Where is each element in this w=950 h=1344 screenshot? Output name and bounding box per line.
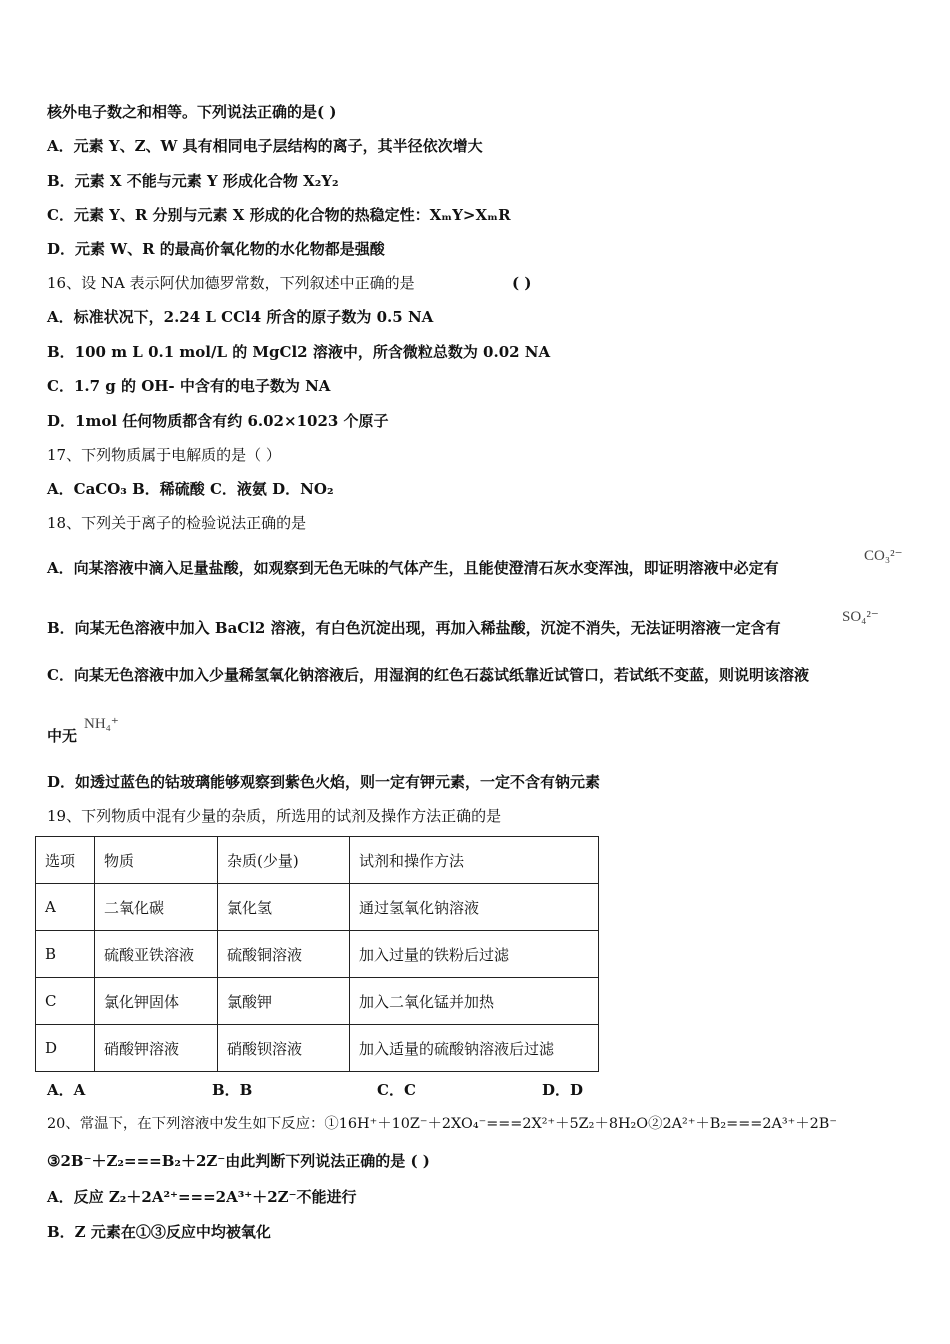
q18-option-b: B．向某无色溶液中加入 BaCl2 溶液，有白色沉淀出现，再加入稀盐酸，沉淀不消失，无法证明溶液一定含有: [47, 619, 781, 637]
q15-option-d: D．元素 W、R 的最高价氧化物的水化物都是强酸: [47, 240, 385, 258]
q15-option-b: [47, 171, 339, 191]
q18-c-ion: NH₄⁺: [84, 716, 119, 732]
table-cell: 加入过量的铁粉后过滤: [350, 931, 599, 978]
header-cell: 试剂和操作方法: [350, 837, 599, 884]
q15-option-a: A．元素 Y、Z、W 具有相同电子层结构的离子，其半径依次增大: [47, 137, 483, 155]
q18-a-ion: CO₃²⁻: [864, 548, 903, 564]
header-cell: 选项: [36, 837, 95, 884]
table-cell: 氯化钾固体: [95, 978, 218, 1025]
table-cell: 加入适量的硫酸钠溶液后过滤: [350, 1025, 599, 1072]
table-cell: D: [36, 1025, 95, 1072]
q18-option-c-line1: C．向某无色溶液中加入少量稀氢氧化钠溶液后，用湿润的红色石蕊试纸靠近试管口，若试纸不变蓝，则说明该溶液: [47, 666, 809, 684]
q19-answer-a: A．A: [47, 1081, 86, 1099]
q19-answer-b: B．B: [212, 1081, 253, 1099]
q19-table: [35, 836, 599, 1072]
q18-option-c-line2: 中无: [47, 727, 78, 745]
q20-stem-line1: 20、常温下，在下列溶液中发生如下反应：①16H⁺＋10Z⁻＋2XO₄⁻===2X²⁺＋5Z₂＋8H₂O②2A²⁺＋B₂===2A³⁺＋2B⁻: [47, 1116, 837, 1132]
q18-stem: 18、下列关于离子的检验说法正确的是: [47, 514, 307, 532]
q16-stem-text: 16、设 NA 表示阿伏加德罗常数，下列叙述中正确的是: [47, 274, 415, 292]
q18-b-ion: SO₄²⁻: [842, 609, 879, 625]
table-row: [36, 884, 599, 931]
q18-option-a: A．向某溶液中滴入足量盐酸，如观察到无色无味的气体产生，且能使澄清石灰水变浑浊，即证明溶液中必定有: [47, 559, 779, 577]
q18-option-d: D．如透过蓝色的钴玻璃能够观察到紫色火焰，则一定有钾元素，一定不含有钠元素: [47, 773, 601, 791]
q16-option-a: A．标准状况下，2.24 L CCl4 所含的原子数为 0.5 NA: [47, 308, 434, 326]
q15-option-b-formula: X₂Y₂: [303, 172, 339, 190]
q15-option-c: [47, 205, 511, 225]
header-cell: 物质: [95, 837, 218, 884]
table-cell: A: [36, 884, 95, 931]
table-cell: C: [36, 978, 95, 1025]
header-cell: 杂质(少量): [218, 837, 350, 884]
q16-paren: ( ): [512, 274, 532, 292]
q15-option-c-formula: XₘY>XₘR: [429, 206, 511, 224]
table-cell: 硝酸钾溶液: [95, 1025, 218, 1072]
q19-stem: 19、下列物质中混有少量的杂质，所选用的试剂及操作方法正确的是: [47, 807, 502, 825]
q17-stem: 17、下列物质属于电解质的是（ ）: [47, 446, 281, 464]
table-header-row: [36, 837, 599, 884]
q15-option-c-text: C．元素 Y、R 分别与元素 X 形成的化合物的热稳定性：: [47, 206, 430, 224]
q19-answer-c: C．C: [377, 1081, 416, 1099]
table-row: [36, 1025, 599, 1072]
q15-stem-tail: 核外电子数之和相等。下列说法正确的是( ): [47, 103, 337, 121]
table-cell: 通过氢氧化钠溶液: [350, 884, 599, 931]
table-cell: 二氧化碳: [95, 884, 218, 931]
q16-option-c: C．1.7 g 的 OH- 中含有的电子数为 NA: [47, 377, 331, 395]
q17-options: A．CaCO₃ B．稀硫酸 C．液氨 D．NO₂: [47, 480, 334, 498]
q20-stem-line2: ③2B⁻＋Z₂===B₂＋2Z⁻由此判断下列说法正确的是 ( ): [47, 1152, 430, 1170]
table-cell: 硝酸钡溶液: [218, 1025, 350, 1072]
table-cell: 硫酸亚铁溶液: [95, 931, 218, 978]
q16-stem: [47, 273, 415, 293]
table-cell: 氯酸钾: [218, 978, 350, 1025]
q16-option-b: B．100 m L 0.1 mol/L 的 MgCl2 溶液中，所含微粒总数为 0.02 NA: [47, 343, 551, 361]
table-cell: B: [36, 931, 95, 978]
q16-option-d: D．1mol 任何物质都含有约 6.02×1023 个原子: [47, 412, 389, 430]
q20-option-a: A．反应 Z₂＋2A²⁺===2A³⁺＋2Z⁻不能进行: [47, 1188, 357, 1206]
q20-option-b: B．Z 元素在①③反应中均被氧化: [47, 1223, 271, 1241]
table-row: [36, 931, 599, 978]
q15-option-b-text: B．元素 X 不能与元素 Y 形成化合物: [47, 172, 304, 190]
table-cell: 硫酸铜溶液: [218, 931, 350, 978]
table-cell: 加入二氧化锰并加热: [350, 978, 599, 1025]
table-cell: 氯化氢: [218, 884, 350, 931]
q19-answer-d: D．D: [542, 1081, 584, 1099]
table-row: [36, 978, 599, 1025]
